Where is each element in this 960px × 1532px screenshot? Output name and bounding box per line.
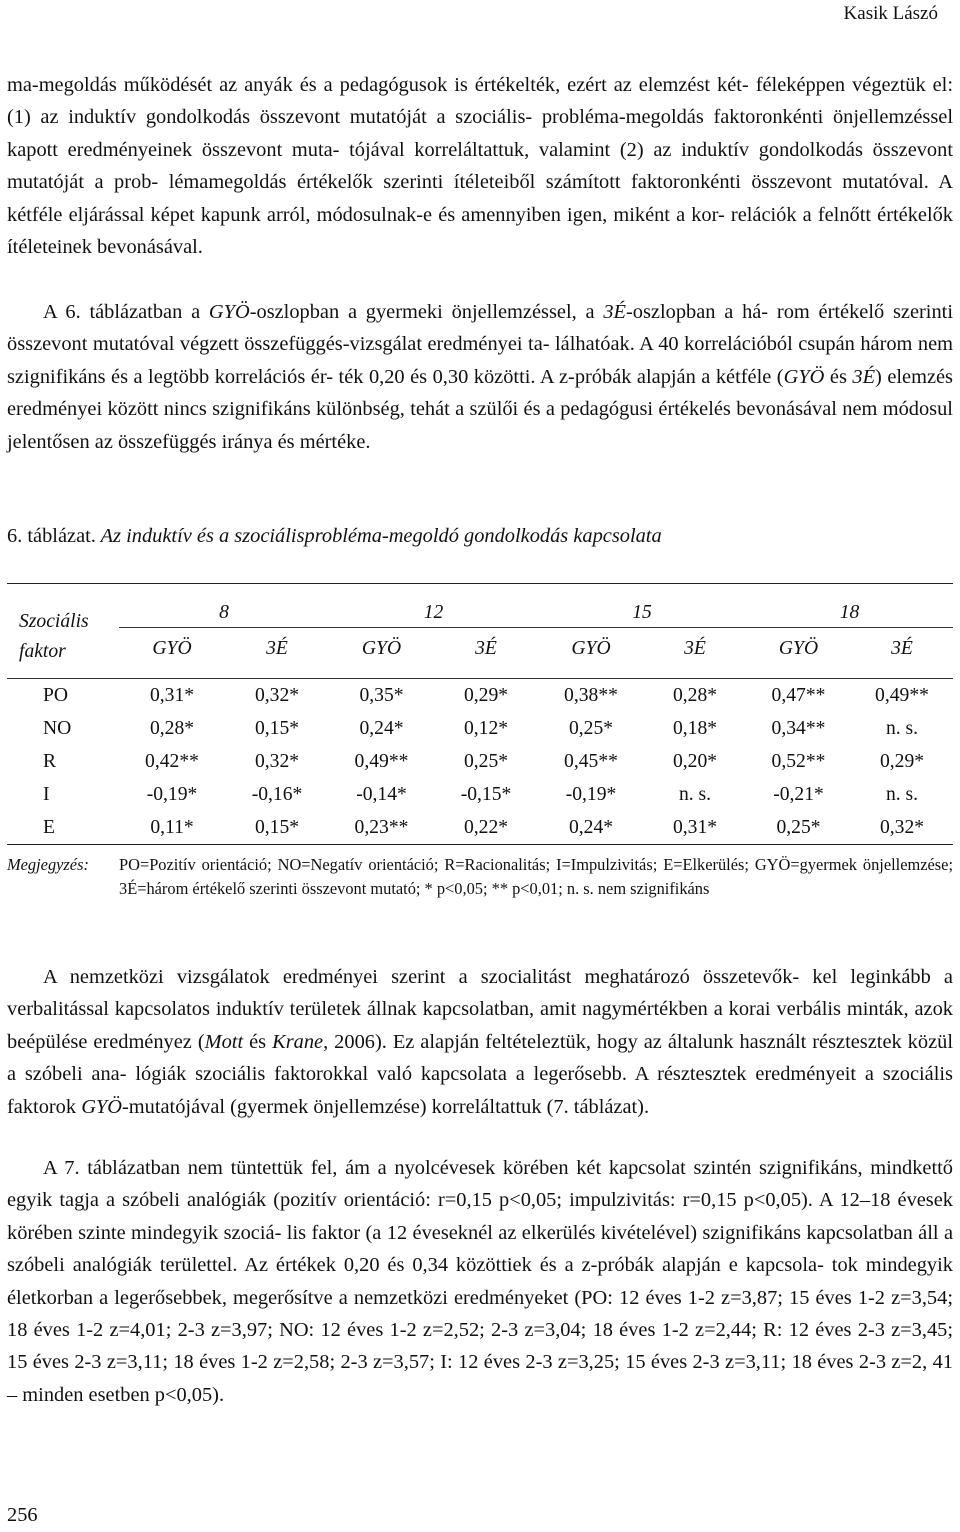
- text-line: ma-megoldás működését az anyák és a pedagógusok is értékelték, ezért az elemzést két-: [7, 74, 749, 96]
- table-cell: 0,12*: [463, 717, 509, 739]
- text-run: lálhatóak. A 40 korrelációból csupán három nem szignifikáns és a legtöbb korrelációs ér-: [7, 333, 953, 388]
- paragraph-3: [7, 961, 953, 1123]
- table-cell: 0,38**: [564, 684, 618, 706]
- table-cell: 0,29*: [463, 684, 509, 706]
- table-cell: 0,11*: [150, 816, 194, 838]
- paragraph-2-text: [7, 296, 953, 458]
- text-run: ték 0,20 és 0,30 közötti. A z-próbák alapján a kétféle (: [338, 365, 784, 388]
- row-factor: R: [43, 750, 57, 772]
- table-bottom-rule: [7, 844, 953, 845]
- table-cell: -0,19*: [146, 783, 198, 805]
- table-cell: 0,29*: [879, 750, 925, 772]
- text-line: 1-2 z=2,52; 2-3 z=3,04; 18 éves 1-2 z=2,44; R: 12 éves 2-3 z=3,45; 15 éves 2-3 z=3,11;: [7, 1319, 954, 1374]
- text-run: és: [243, 1030, 273, 1053]
- table-cell: -0,19*: [565, 783, 617, 805]
- table-cell: 0,25*: [463, 750, 509, 772]
- text-run: és: [824, 365, 853, 388]
- table-cell: 0,34**: [771, 717, 826, 739]
- term-gyo: GYÖ: [208, 301, 250, 323]
- paragraph-1-text: [7, 69, 953, 263]
- text-run: -oszlopban a gyermeki önjellemzéssel, a: [249, 301, 604, 323]
- table-cell: 0,25*: [568, 717, 614, 739]
- term-gyo: GYÖ: [81, 1095, 122, 1118]
- term-3e: 3É: [603, 301, 626, 323]
- age-header: 18: [746, 584, 953, 628]
- col-header: GYÖ: [361, 638, 402, 659]
- table-cell: 0,28*: [672, 684, 718, 706]
- text-run: között nincs szignifikáns különbség, tehát a szülői és a pedagógusi értékelés bevonásával: [107, 398, 837, 421]
- table-cell: 0,20*: [672, 750, 718, 772]
- term-3e: 3É: [852, 365, 876, 388]
- table-caption: [7, 520, 953, 552]
- table-row: [7, 679, 953, 713]
- text-run: rom értékelő szerinti összevont mutatóval végzett összefüggés-vizsgálat eredményei ta-: [7, 301, 953, 356]
- col-header: GYÖ: [778, 638, 819, 659]
- age-header: 15: [538, 584, 746, 628]
- table-cell: 0,47**: [771, 684, 826, 706]
- table-cell: 0,32*: [879, 816, 925, 838]
- paragraph-1: [7, 69, 953, 263]
- text-line: szignifikáns, mindkettő egyik tagja a szóbeli analógiák (pozitív orientáció: r=0,15: [7, 1157, 953, 1212]
- text-line: 12 éves 1-2 z=3,87; 15 éves 1-2 z=3,54; 18 éves 1-2 z=4,01; 2-3 z=3,97; NO: 12 éves: [7, 1286, 953, 1342]
- table-cell: 0,18*: [672, 717, 718, 739]
- col-header: 3É: [475, 638, 497, 659]
- text-run: kel leginkább a verbalitással kapcsolatos induktív területek állnak kapcsolatban, amit: [7, 966, 953, 1021]
- table-row: [7, 811, 953, 844]
- table-cell: 0,15*: [254, 816, 300, 838]
- text-line: p<0,05; impulzivitás: r=0,15 p<0,05). A 12–18 évesek körében szinte mindegyik szociá-: [7, 1189, 953, 1244]
- col-header: GYÖ: [571, 638, 611, 659]
- table-cell: 0,49**: [354, 750, 409, 772]
- table-cell: n. s.: [885, 783, 919, 805]
- table-row: [7, 712, 953, 745]
- table-cell: 0,42**: [145, 750, 199, 772]
- text-run: -oszlopban a há-: [625, 301, 769, 323]
- citation-author: Mott: [204, 1030, 244, 1053]
- age-header: 8: [119, 584, 329, 628]
- table-cell: -0,14*: [356, 783, 407, 805]
- table-row: [7, 778, 953, 811]
- running-head: Kasik Lászó: [843, 3, 938, 24]
- text-run: 2006). Ez alapján feltételeztük, hogy az általunk használt résztesztek közül a szóbeli ana-: [7, 1030, 953, 1086]
- paragraph-3-text: [7, 961, 953, 1123]
- table-cell: 0,49**: [875, 684, 929, 706]
- stub-header-line1: Szociális: [19, 611, 89, 632]
- table-cell: 0,15*: [254, 717, 300, 739]
- table-cell: 0,22*: [463, 816, 509, 838]
- table-cell: 0,24*: [568, 816, 614, 838]
- text-run: szociális faktorok: [7, 1063, 953, 1118]
- text-run: -mutatójával (gyermek önjellemzése) korreláltattuk (7. táblázat).: [121, 1095, 650, 1118]
- table-row: [7, 745, 953, 778]
- text-run: ) elemzés eredményei: [7, 365, 953, 421]
- page-number: 256: [7, 1504, 38, 1526]
- paragraph-2: [7, 296, 953, 458]
- text-line: lémamegoldás értékelők szerinti ítéleteiből számított faktoronkénti összevont mutatóval.: [168, 171, 929, 194]
- table-cell: 0,28*: [149, 717, 195, 739]
- text-line: probléma-megoldás faktoronkénti önjellemzéssel kapott eredményeinek összevont muta-: [7, 106, 953, 161]
- col-header: 3É: [891, 638, 913, 659]
- text-line: A kétféle eljárással képet kapunk arról, módosulnak-e és amennyiben igen, miként a kor-: [7, 171, 953, 226]
- text-line: z=2, 41 – minden esetben p<0,05).: [7, 1351, 953, 1406]
- correlation-table: [7, 583, 953, 845]
- text-run: lógiák szociális faktorokkal való kapcsolata a legerősebb. A résztesztek eredményeit a: [135, 1063, 874, 1086]
- table-cell: 0,31*: [149, 684, 195, 706]
- table-cell: -0,21*: [773, 783, 824, 805]
- stub-header: [7, 584, 119, 670]
- table-cell: 0,24*: [359, 717, 404, 739]
- table-cell: 0,32*: [254, 684, 300, 706]
- text-run: nem módosul jelentősen az összefüggés iránya és mértéke.: [7, 398, 953, 453]
- row-factor: PO: [43, 684, 69, 706]
- text-run: A nemzetközi vizsgálatok eredményei szerint a szocialitást meghatározó összetevők-: [43, 966, 800, 988]
- table-caption-title: Az induktív és a szociálisprobléma-megoldó gondolkodás kapcsolata: [95, 525, 662, 547]
- note-label: Megjegyzés:: [7, 855, 89, 874]
- text-line: analógiák területtel. Az értékek 0,20 és 0,34 közöttiek és a z-próbák alapján e kapcsola-: [72, 1254, 824, 1277]
- note-text: PO=Pozitív orientáció; NO=Negatív orientáció; R=Racionalitás; I=Impulzivitás; E=Elkerülés; GYÖ=gyermek önjellemzése; 3É=három értékelő szerinti összevont mutató; * p<0,05; ** p<0,01; n. s. nem szignifikáns: [119, 855, 953, 898]
- table-cell: 0,23**: [354, 816, 409, 838]
- row-factor: I: [43, 783, 50, 805]
- table-cell: 0,25*: [776, 816, 821, 838]
- table-cell: 0,32*: [254, 750, 300, 772]
- table-cell: 0,52**: [771, 750, 826, 772]
- term-gyo: GYÖ: [783, 365, 825, 388]
- text-line: tójával korreláltattuk, valamint (2) az induktív gondolkodás összevont mutatóját a prob-: [7, 138, 953, 194]
- table-sub-header-row: [7, 628, 953, 671]
- stub-header-line2: faktor: [19, 641, 66, 662]
- citation-author: Krane: [272, 1030, 324, 1053]
- text-run: A 6. táblázatban a: [43, 301, 209, 323]
- table-age-header-row: [7, 584, 953, 628]
- table-note: [7, 853, 953, 901]
- col-header: 3É: [684, 638, 706, 659]
- table-caption-number: 6. táblázat.: [7, 525, 96, 547]
- table-body: [7, 679, 953, 845]
- table-cell: n. s.: [678, 783, 712, 805]
- paragraph-4-text: [7, 1152, 953, 1411]
- table-cell: -0,15*: [460, 783, 512, 805]
- row-factor: E: [43, 816, 55, 838]
- table-cell: -0,16*: [251, 783, 303, 805]
- table-cell: 0,35*: [359, 684, 404, 706]
- text-line: relációk a felnőtt értékelők ítéleteinek bevonásával.: [7, 203, 953, 259]
- text-line: A 7. táblázatban nem tüntettük fel, ám a nyolcévesek körében két kapcsolat szintén: [43, 1157, 752, 1179]
- age-header: 12: [329, 584, 538, 628]
- text-line: lis faktor (a 12 éveseknél az elkerülés kivételével) szignifikáns kapcsolatban áll a szóbeli: [7, 1221, 954, 1277]
- col-header: 3É: [266, 638, 288, 659]
- table-cell: n. s.: [885, 717, 919, 739]
- text-run: ,: [323, 1030, 329, 1053]
- text-line: tok mindegyik életkorban a legerősebbek, megerősítve a nemzetközi eredményeket (PO:: [7, 1254, 953, 1309]
- text-run: nagymértékben a korai verbális minták, azok beépülése eredményez (: [7, 998, 953, 1053]
- paragraph-4: [7, 1152, 953, 1411]
- text-line: féleképpen végeztük el: (1) az induktív gondolkodás összevont mutatóját a szociális-: [7, 74, 953, 129]
- table-cell: 0,31*: [672, 816, 718, 838]
- row-factor: NO: [43, 717, 72, 739]
- table-header-rule: [7, 670, 953, 679]
- col-header: GYÖ: [152, 638, 192, 659]
- text-line: 18 éves 1-2 z=2,58; 2-3 z=3,57; I: 12 éves 2-3 z=3,25; 15 éves 2-3 z=3,11; 18 éves 2-3: [173, 1351, 887, 1374]
- table-cell: 0,45**: [564, 750, 618, 772]
